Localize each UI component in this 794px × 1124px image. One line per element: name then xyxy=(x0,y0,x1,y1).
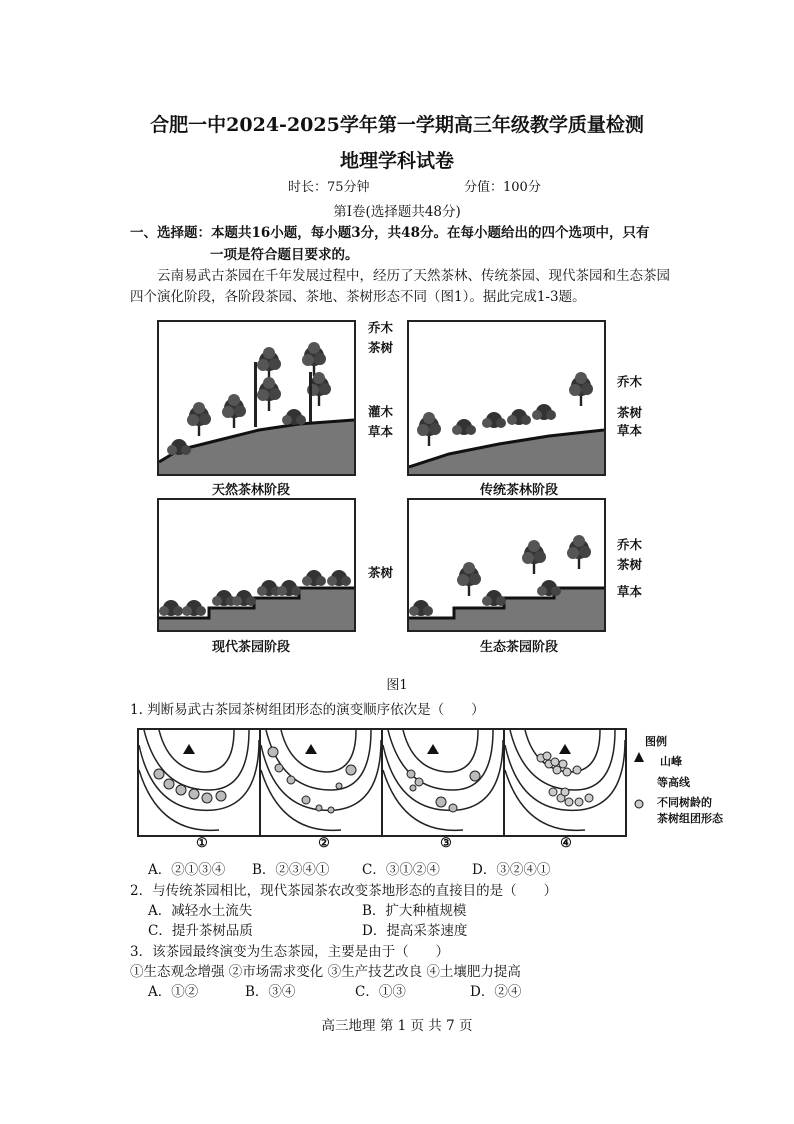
panel-traditional-forest xyxy=(407,320,606,476)
peak-icon xyxy=(183,744,195,754)
score: 分值：100分 xyxy=(464,180,541,195)
legend-tea-line1: 不同树龄的 xyxy=(657,796,712,809)
peak-icon xyxy=(305,744,317,754)
natural-forest-illustration xyxy=(159,322,354,474)
traditional-forest-illustration xyxy=(409,322,604,474)
panel-modern-garden xyxy=(157,498,356,632)
question-3-options xyxy=(130,982,675,1002)
section-instructions xyxy=(130,222,675,266)
legend-contour: 等高线 xyxy=(657,776,690,789)
legend-title: 图例 xyxy=(645,735,667,748)
contour-map-4 xyxy=(503,728,627,837)
part-heading: 第Ⅰ卷(选择题共48分) xyxy=(333,204,461,220)
q1-option-b[interactable]: B．②③④① xyxy=(252,862,330,878)
panel-natural-forest xyxy=(157,320,356,476)
map-label-4: ④ xyxy=(560,836,572,851)
q2-option-b[interactable]: B．扩大种植规模 xyxy=(362,903,467,919)
caption-eco-garden: 生态茶园阶段 xyxy=(480,640,559,655)
page-footer: 高三地理 第 1 页 共 7 页 xyxy=(321,1018,473,1034)
label-p4-herb: 草本 xyxy=(617,584,643,599)
map-label-2: ② xyxy=(318,836,330,851)
intro-paragraph: 云南易武古茶园在千年发展过程中，经历了天然茶林、传统茶园、现代茶园和生态茶园四个演化阶段，各阶段茶园、茶地、茶树形态不同（图1）。据此完成1-3题。 xyxy=(130,268,670,305)
q1-option-a[interactable]: A．②①③④ xyxy=(148,862,226,878)
q2-option-d[interactable]: D．提高采茶速度 xyxy=(362,923,468,939)
label-p4-tea: 茶树 xyxy=(617,557,643,572)
peak-icon xyxy=(427,744,439,754)
label-p1-herb: 草本 xyxy=(368,424,394,439)
q3-option-b[interactable]: B．③④ xyxy=(245,984,296,1000)
q2-option-c[interactable]: C．提升茶树品质 xyxy=(148,923,253,939)
contour-map-1 xyxy=(137,728,261,837)
label-p2-tea: 茶树 xyxy=(617,405,643,420)
question-1-stem: 1. 判断易武古茶园茶树组团形态的演变顺序依次是（ ） xyxy=(130,702,485,718)
q3-option-c[interactable]: C．①③ xyxy=(355,984,406,1000)
contour-map-2 xyxy=(259,728,383,837)
legend-tea-icon xyxy=(633,798,645,810)
q1-option-c[interactable]: C．③①②④ xyxy=(362,862,440,878)
peak-icon xyxy=(559,744,571,754)
caption-traditional-forest: 传统茶林阶段 xyxy=(480,483,559,498)
question-3-stem: 3．该茶园最终演变为生态茶园，主要是由于（ ） xyxy=(130,944,450,960)
modern-garden-illustration xyxy=(159,500,354,630)
q2-option-a[interactable]: A．减轻水土流失 xyxy=(148,903,253,919)
duration: 时长：75分钟 xyxy=(288,180,370,195)
question-2-stem: 2．与传统茶园相比，现代茶园茶农改变茶地形态的直接目的是（ ） xyxy=(130,883,558,899)
question-2-options xyxy=(130,901,675,941)
contour-map-3 xyxy=(381,728,505,837)
legend-tea-line2: 茶树组团形态 xyxy=(657,812,723,825)
eco-garden-illustration xyxy=(409,500,604,630)
q3-option-d[interactable]: D．②④ xyxy=(470,984,522,1000)
figure-caption: 图1 xyxy=(386,678,408,693)
label-p3-tea: 茶树 xyxy=(368,565,394,580)
q3-option-a[interactable]: A．①② xyxy=(148,984,199,1000)
question-1-options xyxy=(130,860,675,880)
map-label-1: ① xyxy=(196,836,208,851)
legend-peak-icon xyxy=(633,751,645,763)
section-line2: 一项是符合题目要求的。 xyxy=(210,247,359,263)
panel-eco-garden xyxy=(407,498,606,632)
label-p2-arbor: 乔木 xyxy=(617,374,643,389)
question-3-statements: ①生态观念增强 ②市场需求变化 ③生产技艺改良 ④土壤肥力提高 xyxy=(130,964,521,980)
exam-subtitle: 地理学科试卷 xyxy=(339,150,454,172)
label-p1-tea: 茶树 xyxy=(368,340,394,355)
label-p2-herb: 草本 xyxy=(617,423,643,438)
q1-option-d[interactable]: D．③②④① xyxy=(472,862,551,878)
label-p1-arbor: 乔木 xyxy=(368,320,394,335)
caption-modern-garden: 现代茶园阶段 xyxy=(212,640,291,655)
exam-title: 合肥一中2024-2025学年第一学期高三年级教学质量检测 xyxy=(150,114,644,136)
label-p4-arbor: 乔木 xyxy=(617,537,643,552)
legend-peak: 山峰 xyxy=(660,755,682,768)
caption-natural-forest: 天然茶林阶段 xyxy=(212,483,291,498)
section-line1: 一、选择题：本题共16小题，每小题3分，共48分。在每小题给出的四个选项中，只有 xyxy=(130,225,650,241)
map-label-3: ③ xyxy=(440,836,452,851)
label-p1-shrub: 灌木 xyxy=(368,404,394,419)
